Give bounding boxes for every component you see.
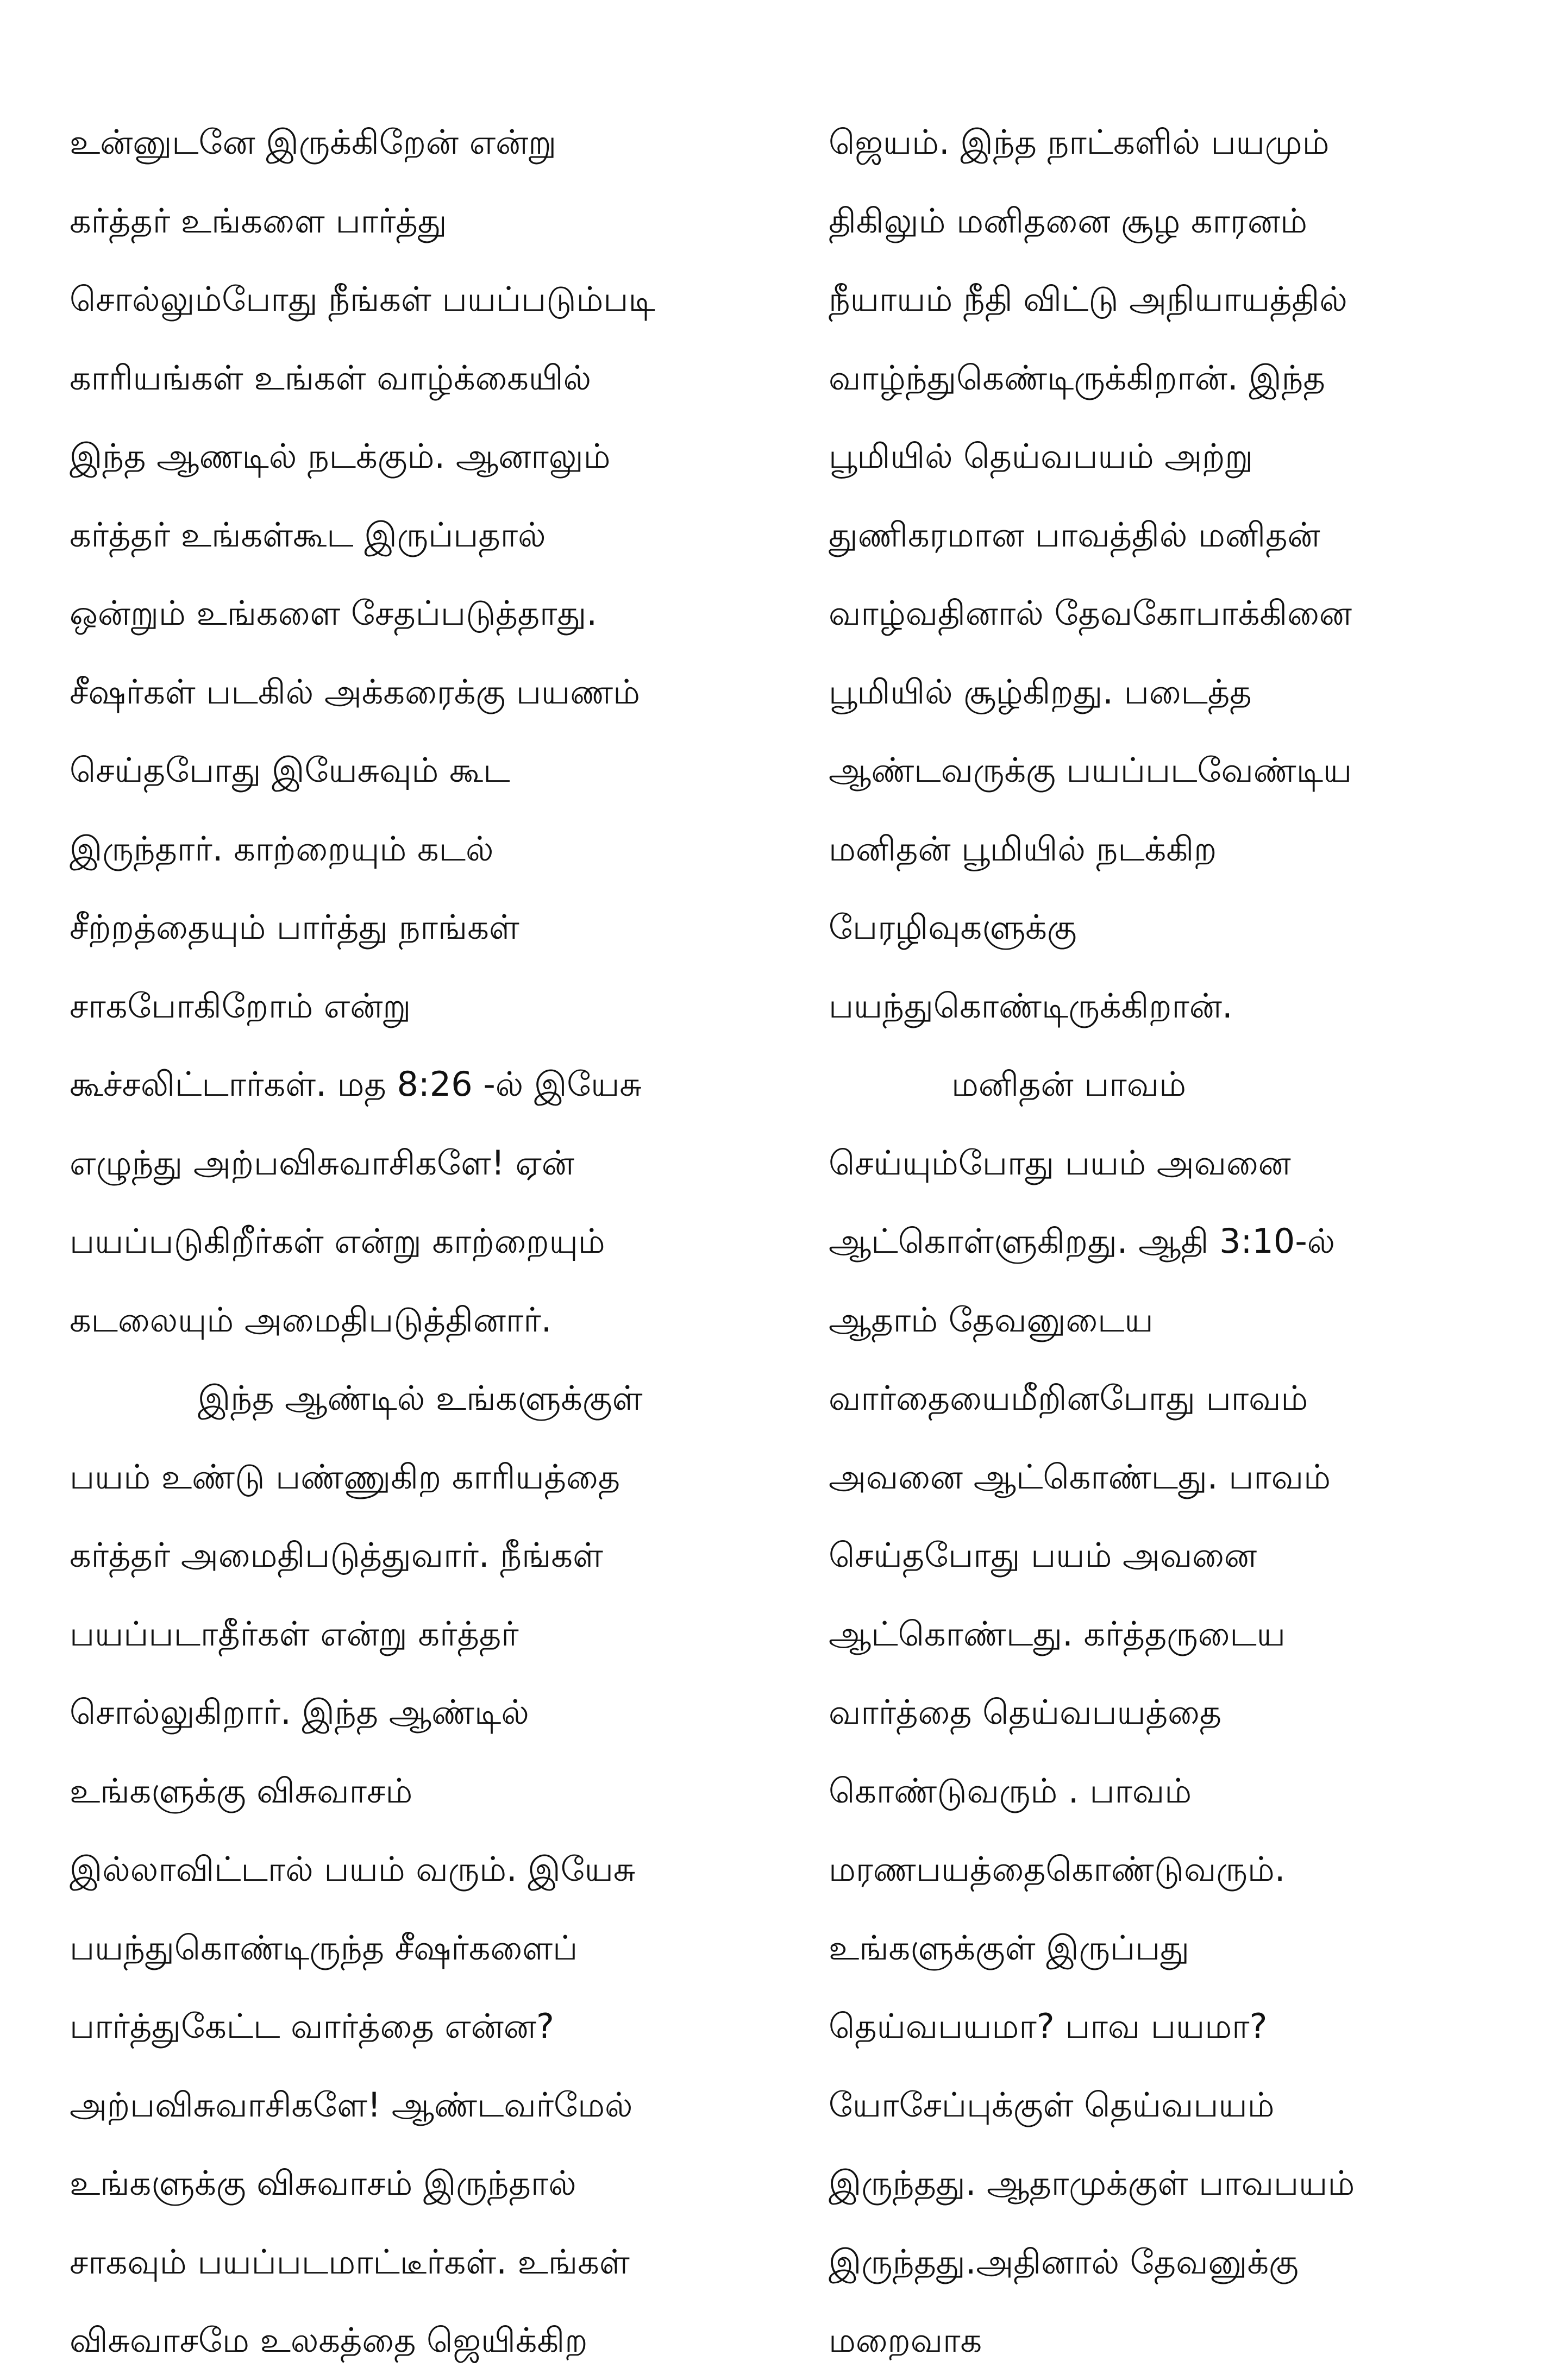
text-line: தெய்வபயமா? பாவ பயமா?	[829, 2006, 1268, 2046]
text-line: இருந்தார். காற்றையும் கடல்	[70, 828, 494, 869]
text-line: செய்தபோது இயேசுவும் கூட	[70, 750, 510, 790]
text-line: ஒன்றும் உங்களை சேதப்படுத்தாது.	[70, 593, 598, 633]
text-line: உங்களுக்குள் இருப்பது	[829, 1927, 1190, 1968]
text-line: பேரழிவுகளுக்கு	[829, 907, 1077, 947]
text-line: ஆதாம் தேவனுடைய	[829, 1299, 1154, 1340]
text-line: கர்த்தர் உங்களை பார்த்து	[70, 200, 447, 241]
text-line: சீற்றத்தையும் பார்த்து நாங்கள்	[70, 907, 519, 947]
text-line: சாகவும் பயப்படமாட்டீர்கள். உங்கள்	[70, 2241, 630, 2282]
text-line: பயப்படாதீர்கள் என்று கர்த்தர்	[70, 1613, 519, 1654]
text-line: எழுந்து அற்பவிசுவாசிகளே! ஏன்	[70, 1142, 574, 1183]
text-line: சாகபோகிறோம் என்று	[70, 985, 411, 1026]
text-line: கொண்டுவரும் . பாவம்	[829, 1770, 1192, 1811]
text-line: இருந்தது.அதினால் தேவனுக்கு	[829, 2241, 1299, 2282]
text-line: பூமியில் தெய்வபயம் அற்று	[829, 436, 1253, 476]
text-line: உன்னுடனே இருக்கிறேன் என்று	[70, 122, 557, 162]
text-line: வாழ்ந்துகெண்டிருக்கிறான். இந்த	[829, 357, 1325, 398]
text-line: ஆட்கொள்ளுகிறது. ஆதி 3:10-ல்	[829, 1221, 1336, 1261]
text-line: சீஷர்கள் படகில் அக்கரைக்கு பயணம்	[70, 671, 640, 712]
text-line: இந்த ஆணடில் நடக்கும். ஆனாலும்	[70, 436, 611, 476]
text-line: யோசேப்புக்குள் தெய்வபயம்	[829, 2084, 1275, 2125]
text-line: ஜெயம். இந்த நாட்களில் பயமும்	[829, 122, 1330, 162]
text-line: ஆட்கொண்டது. கர்த்தருடைய	[829, 1613, 1286, 1654]
text-line: மனிதன் பாவம்	[951, 1064, 1187, 1104]
text-line: மனிதன் பூமியில் நடக்கிற	[829, 828, 1217, 869]
text-line: திகிலும் மனிதனை சூழ காரனம்	[829, 200, 1308, 241]
text-line: காரியங்கள் உங்கள் வாழ்க்கையில்	[70, 357, 592, 398]
text-line: மரணபயத்தைகொண்டுவரும்.	[829, 1849, 1286, 1889]
text-line: மறைவாக	[829, 2320, 982, 2360]
text-line: கூச்சலிட்டார்கள். மத 8:26 -ல் இயேசு	[70, 1064, 642, 1104]
text-line: சொல்லும்போது நீங்கள் பயப்படும்படி	[70, 279, 655, 319]
text-line: கடலையும் அமைதிபடுத்தினார்.	[70, 1299, 552, 1340]
text-line: துணிகரமான பாவத்தில் மனிதன்	[829, 514, 1320, 555]
text-line: கர்த்தர் அமைதிபடுத்துவார். நீங்கள்	[70, 1535, 603, 1575]
text-line: நீயாயம் நீதி விட்டு அநியாயத்தில்	[829, 279, 1347, 319]
text-line: உங்களுக்கு விசுவாசம்	[70, 1770, 413, 1811]
right-text-column	[829, 103, 1546, 2380]
text-line: செய்யும்போது பயம் அவனை	[829, 1142, 1291, 1183]
text-line: வார்தையைமீறினபோது பாவம்	[829, 1378, 1308, 1418]
text-line: இல்லாவிட்டால் பயம் வரும். இயேசு	[70, 1849, 636, 1889]
text-line: பயந்துகொண்டிருந்த சீஷர்களைப்	[70, 1927, 578, 1968]
text-line: விசுவாசமே உலகத்தை ஜெயிக்கிற	[70, 2320, 588, 2360]
text-line: பயப்படுகிறீர்கள் என்று காற்றையும்	[70, 1221, 605, 1261]
text-line: பயந்துகொண்டிருக்கிறான்.	[829, 985, 1233, 1026]
text-line: ஆண்டவருக்கு பயப்படவேண்டிய	[829, 750, 1352, 790]
text-line: செய்தபோது பயம் அவனை	[829, 1535, 1257, 1575]
text-line: உங்களுக்கு விசுவாசம் இருந்தால்	[70, 2163, 576, 2203]
left-text-column	[70, 103, 776, 2380]
text-line: அவனை ஆட்கொண்டது. பாவம்	[829, 1456, 1331, 1497]
text-line: பயம் உண்டு பண்ணுகிற காரியத்தை	[70, 1456, 620, 1497]
text-line: பார்த்துகேட்ட வார்த்தை என்ன?	[70, 2006, 554, 2046]
text-line: இருந்தது. ஆதாமுக்குள் பாவபயம்	[829, 2163, 1355, 2203]
text-line: இந்த ஆண்டில் உங்களுக்குள்	[198, 1378, 643, 1418]
text-line: வார்த்தை தெய்வபயத்தை	[829, 1692, 1222, 1732]
text-line: அற்பவிசுவாசிகளே! ஆண்டவர்மேல்	[70, 2084, 633, 2125]
text-line: பூமியில் சூழ்கிறது. படைத்த	[829, 671, 1252, 712]
text-line: வாழ்வதினால் தேவகோபாக்கினை	[829, 593, 1352, 633]
text-line: கர்த்தர் உங்கள்கூட இருப்பதால்	[70, 514, 546, 555]
text-line: சொல்லுகிறார். இந்த ஆண்டில்	[70, 1692, 529, 1732]
